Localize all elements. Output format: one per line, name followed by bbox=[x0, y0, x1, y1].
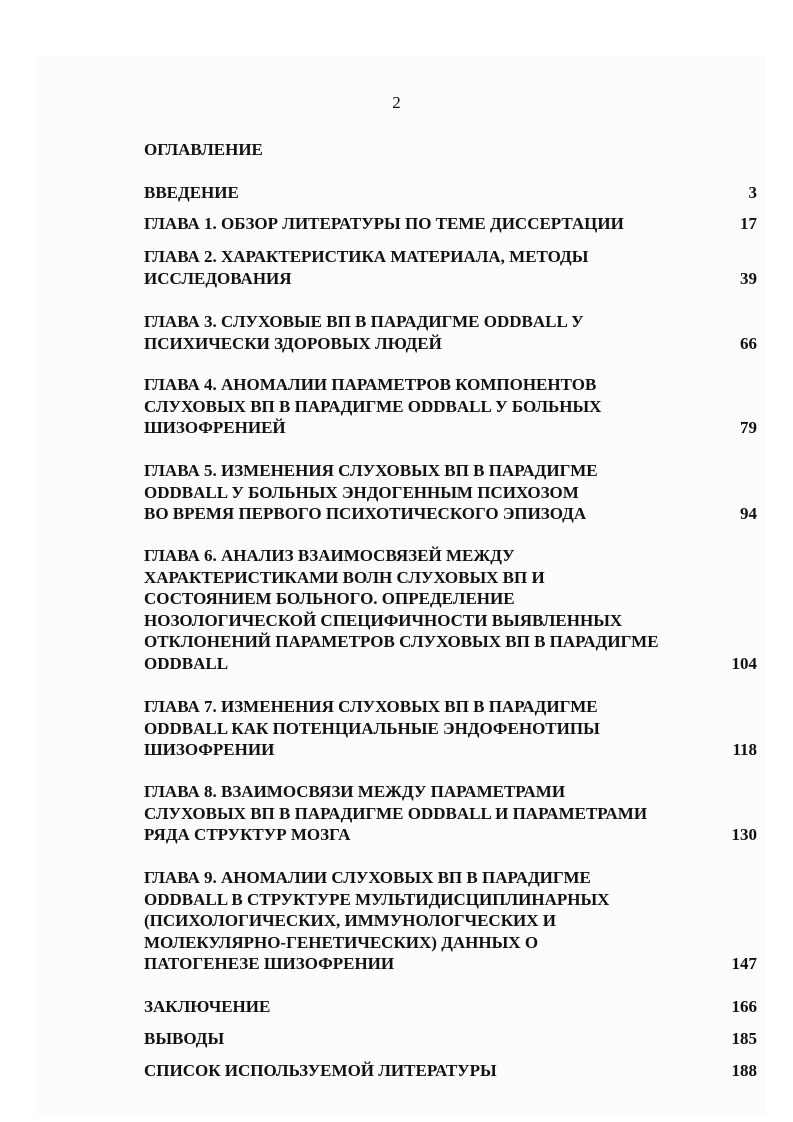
toc-entry-page: 185 bbox=[731, 1029, 757, 1048]
toc-entry-chapter-8[interactable] bbox=[144, 781, 757, 846]
toc-entry-chapter-1[interactable] bbox=[144, 213, 757, 235]
toc-entry-page: 166 bbox=[731, 997, 757, 1016]
toc-entry-title: ГЛАВА 6. АНАЛИЗ ВЗАИМОСВЯЗЕЙ МЕЖДУ ХАРАКТЕРИСТИКАМИ ВОЛН СЛУХОВЫХ ВП И СОСТОЯНИЕМ БОЛЬНОГО. ОПРЕДЕЛЕНИЕ НОЗОЛОГИЧЕСКОЙ СПЕЦИФИЧНОСТИ ВЫЯВЛЕННЫХ ОТКЛОНЕНИЙ ПАРАМЕТРОВ СЛУХОВЫХ ВП В ПАРАДИГМЕ ODDBALL bbox=[144, 546, 659, 673]
toc-entry-title: ГЛАВА 4. АНОМАЛИИ ПАРАМЕТРОВ КОМПОНЕНТОВ СЛУХОВЫХ ВП В ПАРАДИГМЕ ODDBALL У БОЛЬНЫХ ШИЗОФРЕНИЕЙ bbox=[144, 375, 602, 437]
toc-entry-title: ВЫВОДЫ bbox=[144, 1029, 225, 1048]
toc-entry-chapter-6[interactable] bbox=[144, 545, 757, 674]
toc-entry-introduction[interactable] bbox=[144, 182, 757, 204]
toc-entry-title: ГЛАВА 5. ИЗМЕНЕНИЯ СЛУХОВЫХ ВП В ПАРАДИГМЕ ODDBALL У БОЛЬНЫХ ЭНДОГЕННЫМ ПСИХОЗОМ ВО ВРЕМЯ ПЕРВОГО ПСИХОТИЧЕСКОГО ЭПИЗОДА bbox=[144, 461, 598, 523]
toc-entry-chapter-7[interactable] bbox=[144, 696, 757, 761]
toc-entry-page: 94 bbox=[740, 504, 757, 523]
toc-entry-title: ЗАКЛЮЧЕНИЕ bbox=[144, 997, 271, 1016]
toc-entry-conclusion[interactable] bbox=[144, 996, 757, 1018]
toc-entry-chapter-5[interactable] bbox=[144, 460, 757, 525]
toc-entry-page: 3 bbox=[748, 183, 757, 202]
toc-entry-references[interactable] bbox=[144, 1060, 757, 1082]
toc-heading: ОГЛАВЛЕНИЕ bbox=[144, 140, 263, 159]
toc-entry-title: ГЛАВА 2. ХАРАКТЕРИСТИКА МАТЕРИАЛА, МЕТОДЫ ИССЛЕДОВАНИЯ bbox=[144, 247, 589, 288]
toc-entry-chapter-2[interactable] bbox=[144, 246, 757, 289]
toc-entry-page: 66 bbox=[740, 333, 757, 353]
page-number: 2 bbox=[392, 93, 401, 112]
toc-entry-page: 17 bbox=[740, 214, 757, 233]
toc-entry-page: 104 bbox=[731, 653, 757, 673]
toc-entry-chapter-3[interactable] bbox=[144, 311, 757, 354]
toc-entry-findings[interactable] bbox=[144, 1028, 757, 1050]
toc-entry-page: 79 bbox=[740, 418, 757, 437]
toc-entry-chapter-4[interactable] bbox=[144, 374, 757, 439]
toc-entry-page: 188 bbox=[731, 1061, 757, 1080]
toc-entry-page: 39 bbox=[740, 268, 757, 288]
toc-entry-page: 130 bbox=[731, 825, 757, 844]
toc-entry-title: СПИСОК ИСПОЛЬЗУЕМОЙ ЛИТЕРАТУРЫ bbox=[144, 1061, 497, 1080]
toc-entry-title: ГЛАВА 8. ВЗАИМОСВЯЗИ МЕЖДУ ПАРАМЕТРАМИ СЛУХОВЫХ ВП В ПАРАДИГМЕ ODDBALL И ПАРАМЕТРАМИ РЯДА СТРУКТУР МОЗГА bbox=[144, 782, 648, 844]
toc-entry-page: 118 bbox=[732, 740, 757, 759]
toc-entry-title: ГЛАВА 3. СЛУХОВЫЕ ВП В ПАРАДИГМЕ ODDBALL У ПСИХИЧЕСКИ ЗДОРОВЫХ ЛЮДЕЙ bbox=[144, 312, 584, 353]
toc-entry-page: 147 bbox=[731, 954, 757, 973]
toc-entry-title: ГЛАВА 7. ИЗМЕНЕНИЯ СЛУХОВЫХ ВП В ПАРАДИГМЕ ODDBALL КАК ПОТЕНЦИАЛЬНЫЕ ЭНДОФЕНОТИПЫ ШИЗОФРЕНИИ bbox=[144, 697, 600, 759]
toc-entry-title: ГЛАВА 9. АНОМАЛИИ СЛУХОВЫХ ВП В ПАРАДИГМЕ ODDBALL В СТРУКТУРЕ МУЛЬТИДИСЦИПЛИНАРНЫХ (ПСИХОЛОГИЧЕСКИХ, ИММУНОЛОГЧЕСКИХ И МОЛЕКУЛЯРНО-ГЕНЕТИЧЕСКИХ) ДАННЫХ О ПАТОГЕНЕЗЕ ШИЗОФРЕНИИ bbox=[144, 868, 610, 973]
toc-entry-title: ВВЕДЕНИЕ bbox=[144, 183, 239, 202]
toc-entry-title: ГЛАВА 1. ОБЗОР ЛИТЕРАТУРЫ ПО ТЕМЕ ДИССЕРТАЦИИ bbox=[144, 214, 624, 233]
toc-entry-chapter-9[interactable] bbox=[144, 867, 757, 975]
